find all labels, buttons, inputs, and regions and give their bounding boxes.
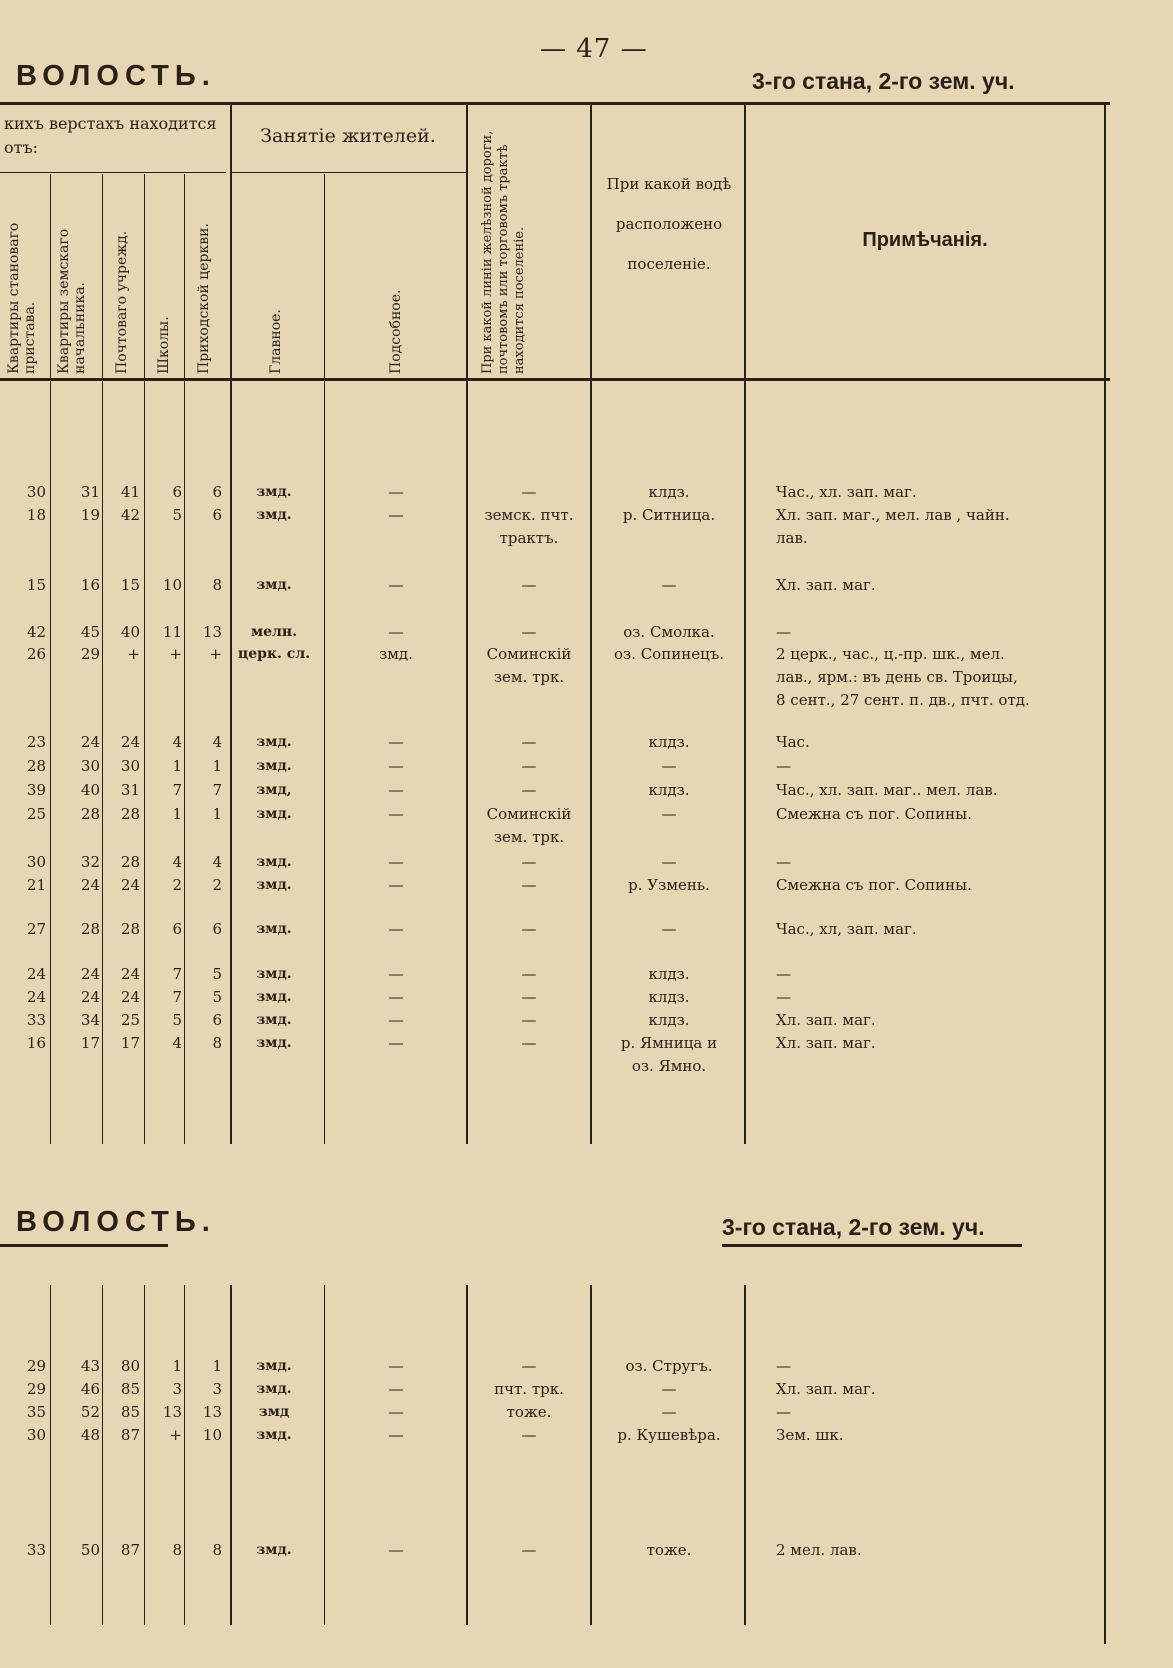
cell-aux: — [388, 1380, 404, 1398]
cell-main: змд. [256, 1542, 292, 1558]
cell-road: — [521, 733, 537, 751]
cell-stanovoy: 28 [26, 757, 46, 775]
cell-stanovoy: 16 [26, 1034, 46, 1052]
cell-post: 24 [120, 733, 140, 751]
table-row [0, 621, 1173, 643]
volost-title-2: ВОЛОСТЬ. [16, 1206, 216, 1238]
cell-water: клдз. [648, 1011, 690, 1029]
divider [590, 1285, 592, 1625]
divider [230, 1285, 232, 1625]
divider [184, 1285, 185, 1625]
cell-aux: — [388, 733, 404, 751]
divider [744, 1285, 746, 1625]
table-row [0, 731, 1173, 753]
cell-post: 15 [120, 576, 140, 594]
table-row [0, 826, 1173, 848]
table-row [0, 666, 1173, 688]
header-bottom-rule [0, 378, 1110, 381]
cell-stanovoy: 25 [26, 805, 46, 823]
cell-post: 42 [120, 506, 140, 524]
cell-church: 7 [212, 781, 222, 799]
cell-notes: Час., хл. зап. маг.. мел. лав. [776, 781, 998, 799]
cell-school: 4 [172, 1034, 182, 1052]
cell-zemsky: 24 [80, 988, 100, 1006]
divider [50, 1285, 51, 1625]
cell-main: змд. [256, 1381, 292, 1397]
cell-zemsky: 29 [80, 645, 100, 663]
cell-church: 10 [202, 1426, 222, 1444]
cell-stanovoy: 21 [26, 876, 46, 894]
cell-aux: — [388, 853, 404, 871]
cell-post: 28 [120, 920, 140, 938]
cell-stanovoy: 30 [26, 853, 46, 871]
cell-notes: Хл. зап. маг. [776, 576, 876, 594]
cell-notes: — [776, 757, 791, 775]
cell-aux: — [388, 1034, 404, 1052]
cell-post: 40 [120, 623, 140, 641]
cell-water: — [661, 757, 677, 775]
cell-aux: — [388, 876, 404, 894]
cell-notes: Час., хл. зап. маг. [776, 483, 917, 501]
cell-notes: Смежна съ пог. Сопины. [776, 805, 972, 823]
cell-road: — [521, 1011, 537, 1029]
occupation-group-header: Занятіе жителей. [260, 125, 436, 147]
cell-aux: — [388, 1426, 404, 1444]
col-header-water: При какой водѣ расположено поселеніе. [606, 175, 732, 273]
cell-notes: 2 мел. лав. [776, 1541, 862, 1559]
cell-school: 2 [172, 876, 182, 894]
cell-church: 2 [212, 876, 222, 894]
cell-post: 28 [120, 805, 140, 823]
cell-stanovoy: 24 [26, 988, 46, 1006]
cell-zemsky: 48 [80, 1426, 100, 1444]
cell-post: 25 [120, 1011, 140, 1029]
cell-church: 13 [202, 1403, 222, 1421]
cell-water: тоже. [646, 1541, 692, 1559]
cell-notes: Хл. зап. маг. [776, 1380, 876, 1398]
cell-zemsky: 45 [80, 623, 100, 641]
cell-road: — [521, 757, 537, 775]
cell-notes: — [776, 988, 791, 1006]
cell-water: — [661, 920, 677, 938]
cell-water: оз. Ямно. [631, 1057, 707, 1075]
cell-main: змд. [256, 577, 292, 593]
table-row [0, 803, 1173, 825]
cell-road: зем. трк. [493, 828, 565, 846]
table-row [0, 1355, 1173, 1377]
section-rule [0, 1244, 168, 1247]
cell-road: пчт. трк. [494, 1380, 564, 1398]
cell-notes: — [776, 623, 791, 641]
cell-main: змд. [256, 1427, 292, 1443]
stan-title: 3-го стана, 2-го зем. уч. [752, 68, 1015, 94]
cell-church: 4 [212, 733, 222, 751]
cell-notes: 8 сент., 27 сент. п. дв., пчт. отд. [776, 691, 1030, 709]
distance-group-header: кихъ верстахъ находится отъ: [4, 114, 217, 157]
cell-notes: — [776, 1357, 791, 1375]
cell-road: — [521, 623, 537, 641]
table-row [0, 986, 1173, 1008]
cell-church: 5 [212, 988, 222, 1006]
cell-road: — [521, 781, 537, 799]
cell-main: церк. сл. [237, 646, 311, 662]
cell-road: — [521, 1541, 537, 1559]
cell-zemsky: 50 [80, 1541, 100, 1559]
cell-water: клдз. [648, 781, 690, 799]
cell-notes: Час. [776, 733, 810, 751]
distance-sub-rule [0, 172, 226, 173]
cell-post: 24 [120, 965, 140, 983]
cell-water: р. Кушевѣра. [617, 1426, 721, 1444]
cell-stanovoy: 27 [26, 920, 46, 938]
cell-stanovoy: 23 [26, 733, 46, 751]
table-row [0, 504, 1173, 526]
cell-church: 4 [212, 853, 222, 871]
cell-road: зем. трк. [493, 668, 565, 686]
cell-stanovoy: 29 [26, 1357, 46, 1375]
section-rule [722, 1244, 1022, 1247]
cell-zemsky: 16 [80, 576, 100, 594]
cell-water: оз. Сопинецъ. [613, 645, 725, 663]
table-row [0, 1032, 1173, 1054]
cell-post: 17 [120, 1034, 140, 1052]
cell-church: 6 [212, 1011, 222, 1029]
cell-church: 6 [212, 483, 222, 501]
col-header-stanovoy: Квартиры становаго пристава. [6, 222, 38, 374]
cell-school: 5 [172, 506, 182, 524]
cell-road: — [521, 576, 537, 594]
cell-post: 30 [120, 757, 140, 775]
cell-church: 8 [212, 576, 222, 594]
cell-church: + [209, 645, 222, 663]
cell-school: 11 [162, 623, 182, 641]
cell-notes: — [776, 853, 791, 871]
cell-road: — [521, 1426, 537, 1444]
cell-main: змд. [256, 877, 292, 893]
cell-road: Соминскій [486, 645, 572, 663]
cell-road: — [521, 988, 537, 1006]
cell-post: 24 [120, 876, 140, 894]
cell-zemsky: 28 [80, 920, 100, 938]
volost-title: ВОЛОСТЬ. [16, 60, 216, 92]
col-header-aux: Подсобное. [388, 289, 404, 374]
cell-school: 6 [172, 483, 182, 501]
cell-notes: лав. [776, 529, 808, 547]
cell-water: р. Ситница. [622, 506, 716, 524]
cell-main: змд. [256, 1035, 292, 1051]
cell-main: змд. [256, 758, 292, 774]
cell-main: змд. [256, 507, 292, 523]
cell-post: 24 [120, 988, 140, 1006]
cell-main: змд. [256, 1012, 292, 1028]
cell-main: змд. [256, 989, 292, 1005]
cell-zemsky: 24 [80, 876, 100, 894]
col-header-school: Школы. [156, 316, 172, 374]
cell-church: 5 [212, 965, 222, 983]
cell-aux: — [388, 988, 404, 1006]
cell-water: клдз. [648, 988, 690, 1006]
cell-post: 41 [120, 483, 140, 501]
cell-zemsky: 24 [80, 965, 100, 983]
cell-notes: 2 церк., час., ц.-пр. шк., мел. [776, 645, 1005, 663]
cell-water: — [661, 576, 677, 594]
cell-zemsky: 40 [80, 781, 100, 799]
cell-notes: Хл. зап. маг., мел. лав , чайн. [776, 506, 1010, 524]
cell-zemsky: 17 [80, 1034, 100, 1052]
divider [144, 1285, 145, 1625]
cell-main: змд. [256, 921, 292, 937]
table-row [0, 1378, 1173, 1400]
cell-school: 7 [172, 988, 182, 1006]
cell-notes: Хл. зап. маг. [776, 1034, 876, 1052]
cell-notes: — [776, 1403, 791, 1421]
cell-road: — [521, 1034, 537, 1052]
table-row [0, 689, 1173, 711]
table-row [0, 1424, 1173, 1446]
cell-road: — [521, 853, 537, 871]
col-header-post: Почтоваго учрежд. [114, 230, 130, 374]
cell-road: — [521, 876, 537, 894]
cell-stanovoy: 18 [26, 506, 46, 524]
cell-road: — [521, 920, 537, 938]
col-header-main: Главное. [268, 309, 284, 374]
cell-water: — [661, 1380, 677, 1398]
cell-church: 1 [212, 805, 222, 823]
col-header-church: Приходской церкви. [196, 223, 212, 374]
cell-school: 5 [172, 1011, 182, 1029]
cell-school: 8 [172, 1541, 182, 1559]
cell-post: 28 [120, 853, 140, 871]
cell-aux: змд. [379, 645, 413, 663]
cell-stanovoy: 42 [26, 623, 46, 641]
cell-stanovoy: 33 [26, 1011, 46, 1029]
cell-school: 10 [162, 576, 182, 594]
cell-aux: — [388, 506, 404, 524]
cell-zemsky: 32 [80, 853, 100, 871]
cell-road: тоже. [506, 1403, 552, 1421]
cell-water: — [661, 805, 677, 823]
cell-water: клдз. [648, 965, 690, 983]
cell-post: 85 [120, 1403, 140, 1421]
cell-zemsky: 28 [80, 805, 100, 823]
cell-church: 8 [212, 1541, 222, 1559]
cell-water: клдз. [648, 733, 690, 751]
cell-aux: — [388, 757, 404, 775]
cell-aux: — [388, 1011, 404, 1029]
cell-stanovoy: 35 [26, 1403, 46, 1421]
cell-main: змд. [256, 806, 292, 822]
cell-school: + [169, 645, 182, 663]
table-row [0, 1009, 1173, 1031]
cell-school: 3 [172, 1380, 182, 1398]
table-row [0, 874, 1173, 896]
cell-church: 1 [212, 757, 222, 775]
cell-stanovoy: 30 [26, 483, 46, 501]
divider [466, 1285, 468, 1625]
cell-road: земск. пчт. [484, 506, 574, 524]
cell-water: оз. Стругъ. [625, 1357, 713, 1375]
cell-aux: — [388, 623, 404, 641]
cell-notes: Хл. зап. маг. [776, 1011, 876, 1029]
cell-zemsky: 31 [80, 483, 100, 501]
cell-aux: — [388, 920, 404, 938]
cell-church: 13 [202, 623, 222, 641]
cell-aux: — [388, 781, 404, 799]
cell-stanovoy: 30 [26, 1426, 46, 1444]
cell-stanovoy: 15 [26, 576, 46, 594]
cell-notes: Час., хл, зап. маг. [776, 920, 917, 938]
cell-road: — [521, 965, 537, 983]
cell-zemsky: 24 [80, 733, 100, 751]
stan-title-2: 3-го стана, 2-го зем. уч. [722, 1214, 985, 1240]
cell-water: р. Узмень. [628, 876, 710, 894]
cell-church: 8 [212, 1034, 222, 1052]
table-row [0, 1539, 1173, 1561]
col-header-notes: Примѣчанія. [862, 229, 988, 251]
cell-post: 87 [120, 1541, 140, 1559]
table-row [0, 779, 1173, 801]
cell-stanovoy: 29 [26, 1380, 46, 1398]
cell-zemsky: 30 [80, 757, 100, 775]
cell-post: + [127, 645, 140, 663]
table-row [0, 1055, 1173, 1077]
table-row [0, 963, 1173, 985]
cell-aux: — [388, 965, 404, 983]
cell-church: 1 [212, 1357, 222, 1375]
cell-school: 4 [172, 733, 182, 751]
col-header-zemsky: Квартиры земскаго начальника. [56, 228, 88, 374]
cell-stanovoy: 33 [26, 1541, 46, 1559]
divider [102, 1285, 103, 1625]
cell-water: р. Ямница и [620, 1034, 718, 1052]
table-row [0, 527, 1173, 549]
cell-aux: — [388, 483, 404, 501]
cell-aux: — [388, 1541, 404, 1559]
cell-stanovoy: 26 [26, 645, 46, 663]
table-row [0, 574, 1173, 596]
cell-post: 85 [120, 1380, 140, 1398]
cell-notes: Зем. шк. [776, 1426, 844, 1444]
cell-main: змд. [256, 854, 292, 870]
table-row [0, 918, 1173, 940]
cell-notes: — [776, 965, 791, 983]
cell-main: змд. [256, 484, 292, 500]
header-top-rule [0, 102, 1110, 105]
cell-aux: — [388, 1403, 404, 1421]
cell-road: — [521, 1357, 537, 1375]
cell-church: 6 [212, 506, 222, 524]
cell-zemsky: 52 [80, 1403, 100, 1421]
divider [324, 1285, 325, 1625]
cell-main: змд. [256, 1358, 292, 1374]
cell-road: — [521, 483, 537, 501]
page-number: — 47 — [540, 34, 648, 64]
table-row [0, 755, 1173, 777]
cell-water: клдз. [648, 483, 690, 501]
cell-zemsky: 19 [80, 506, 100, 524]
cell-post: 87 [120, 1426, 140, 1444]
cell-school: 1 [172, 1357, 182, 1375]
cell-school: 13 [162, 1403, 182, 1421]
cell-aux: — [388, 1357, 404, 1375]
cell-road: Соминскій [486, 805, 572, 823]
cell-notes: лав., ярм.: въ день св. Троицы, [776, 668, 1018, 686]
cell-post: 31 [120, 781, 140, 799]
cell-zemsky: 43 [80, 1357, 100, 1375]
cell-school: 1 [172, 805, 182, 823]
cell-water: — [661, 1403, 677, 1421]
col-header-road: При какой линіи желѣзной дороги, почтовомъ или торговомъ трактѣ находится поселеніе. [480, 130, 527, 374]
cell-school: 7 [172, 965, 182, 983]
cell-main: змд. [256, 734, 292, 750]
table-row [0, 481, 1173, 503]
cell-main: мелн. [250, 624, 298, 640]
cell-post: 80 [120, 1357, 140, 1375]
cell-zemsky: 34 [80, 1011, 100, 1029]
cell-main: змд. [256, 966, 292, 982]
cell-water: — [661, 853, 677, 871]
cell-school: 4 [172, 853, 182, 871]
cell-church: 3 [212, 1380, 222, 1398]
cell-main: змд [258, 1404, 290, 1420]
table-row [0, 851, 1173, 873]
occupation-sub-rule [230, 172, 466, 173]
cell-road: трактъ. [499, 529, 559, 547]
cell-notes: Смежна съ пог. Сопины. [776, 876, 972, 894]
cell-zemsky: 46 [80, 1380, 100, 1398]
table-row [0, 1401, 1173, 1423]
cell-school: 6 [172, 920, 182, 938]
cell-water: оз. Смолка. [623, 623, 715, 641]
cell-main: змд, [256, 782, 292, 798]
cell-stanovoy: 39 [26, 781, 46, 799]
cell-school: 7 [172, 781, 182, 799]
cell-school: + [169, 1426, 182, 1444]
table-row [0, 643, 1173, 665]
cell-church: 6 [212, 920, 222, 938]
cell-school: 1 [172, 757, 182, 775]
cell-stanovoy: 24 [26, 965, 46, 983]
cell-aux: — [388, 805, 404, 823]
cell-aux: — [388, 576, 404, 594]
